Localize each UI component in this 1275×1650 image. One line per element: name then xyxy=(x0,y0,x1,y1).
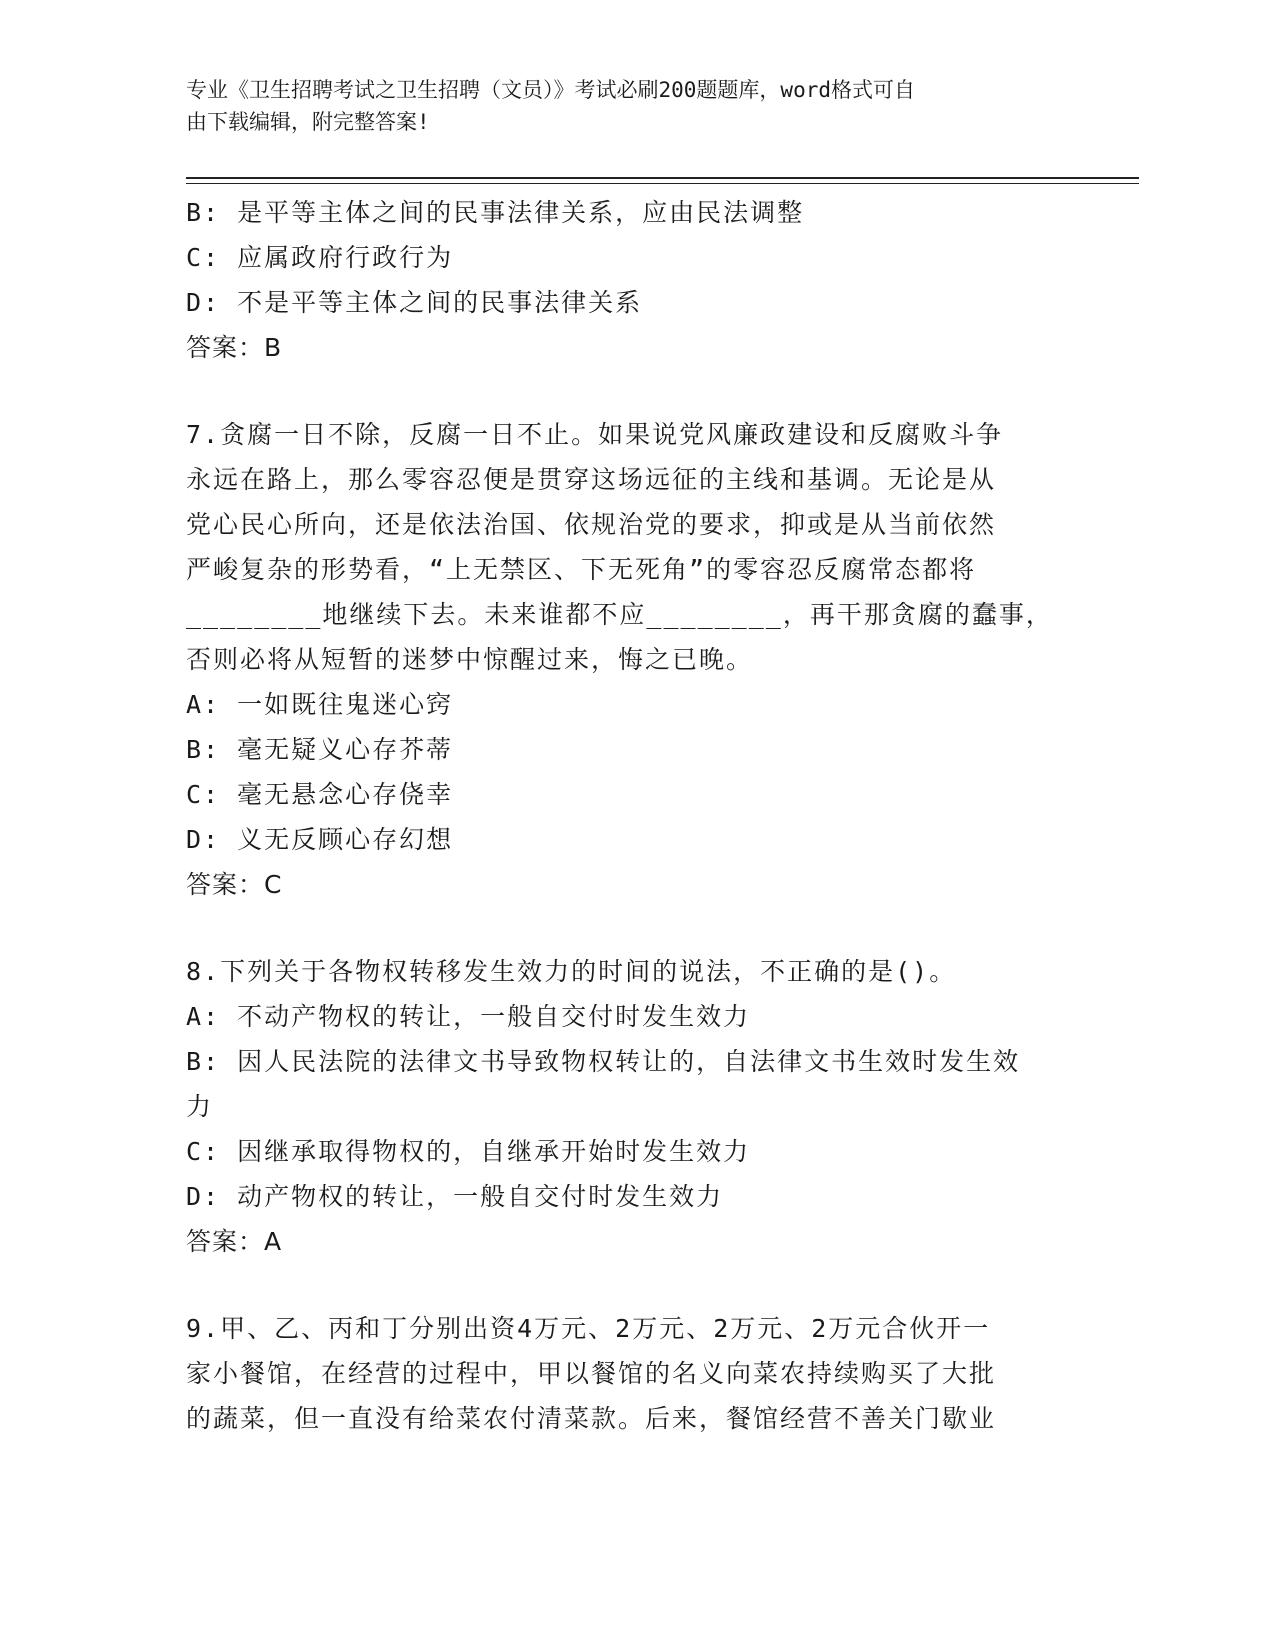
q7-option-a: A: 一如既往鬼迷心窍 xyxy=(186,690,454,719)
q7-stem-line: ________地继续下去。未来谁都不应________，再干那贪腐的蠢事， xyxy=(186,600,1053,629)
document-header xyxy=(186,74,1066,138)
q7-stem-line: 否则必将从短暂的迷梦中惊醒过来，悔之已晚。 xyxy=(186,645,754,674)
q7-option-d: D: 义无反顾心存幻想 xyxy=(186,825,454,854)
q6-answer: 答案：B xyxy=(186,333,283,362)
header-line-1: 专业《卫生招聘考试之卫生招聘（文员）》考试必刷200题题库，word格式可自 xyxy=(186,78,915,102)
q7-stem-line: 严峻复杂的形势看，“上无禁区、下无死角”的零容忍反腐常态都将 xyxy=(186,555,977,584)
q8-answer: 答案：A xyxy=(186,1227,283,1256)
q8-option-b-line-1: B: 因人民法院的法律文书导致物权转让的，自法律文书生效时发生效 xyxy=(186,1047,1021,1076)
q8-option-b-line-2: 力 xyxy=(186,1092,214,1121)
q6-option-d: D: 不是平等主体之间的民事法律关系 xyxy=(186,288,643,317)
q7-option-c: C: 毫无悬念心存侥幸 xyxy=(186,780,454,809)
q7-stem-line: 7.贪腐一日不除，反腐一日不止。如果说党风廉政建设和反腐败斗争 xyxy=(186,420,1004,449)
header-rule-thick xyxy=(186,177,1139,179)
q8-option-c: C: 因继承取得物权的，自继承开始时发生效力 xyxy=(186,1137,751,1166)
q7-option-b: B: 毫无疑义心存芥蒂 xyxy=(186,735,454,764)
q7-answer: 答案：C xyxy=(186,870,283,899)
q6-option-c: C: 应属政府行政行为 xyxy=(186,243,454,272)
q7-stem-line: 党心民心所向，还是依法治国、依规治党的要求，抑或是从当前依然 xyxy=(186,510,997,539)
q8-stem: 8.下列关于各物权转移发生效力的时间的说法，不正确的是()。 xyxy=(186,957,957,986)
question-8 xyxy=(186,949,1066,1264)
q7-stem-line: 永远在路上，那么零容忍便是贯穿这场远征的主线和基调。无论是从 xyxy=(186,465,997,494)
q8-option-d: D: 动产物权的转让，一般自交付时发生效力 xyxy=(186,1182,724,1211)
header-line-2: 由下载编辑，附完整答案! xyxy=(186,110,430,134)
question-6-tail xyxy=(186,190,1066,370)
q8-option-a: A: 不动产物权的转让，一般自交付时发生效力 xyxy=(186,1002,751,1031)
q9-stem-line: 家小餐馆，在经营的过程中，甲以餐馆的名义向菜农持续购买了大批 xyxy=(186,1359,997,1388)
q9-stem-line: 的蔬菜，但一直没有给菜农付清菜款。后来，餐馆经营不善关门歇业 xyxy=(186,1404,997,1433)
header-rule-thin xyxy=(186,183,1139,184)
question-7 xyxy=(186,412,1066,907)
question-9 xyxy=(186,1306,1066,1441)
q9-stem-line: 9.甲、乙、丙和丁分别出资4万元、2万元、2万元、2万元合伙开一 xyxy=(186,1314,991,1343)
document-body xyxy=(186,190,1066,1441)
q6-option-b: B: 是平等主体之间的民事法律关系，应由民法调整 xyxy=(186,198,805,227)
